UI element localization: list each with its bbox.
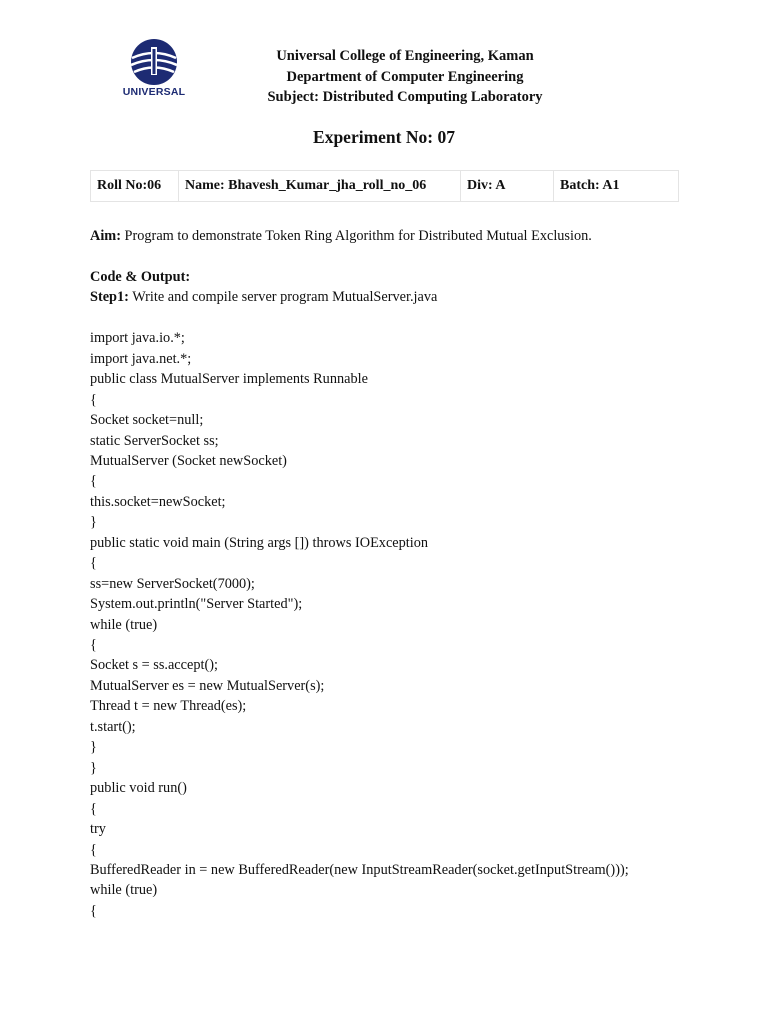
code-line: MutualServer (Socket newSocket): [90, 452, 287, 469]
logo-text: UNIVERSAL: [122, 86, 186, 98]
code-line: {: [90, 473, 97, 490]
code-line: this.socket=newSocket;: [90, 493, 226, 510]
code-line: while (true): [90, 616, 158, 633]
code-line: static ServerSocket ss;: [90, 432, 219, 449]
college-name: Universal College of Engineering, Kaman: [276, 48, 534, 64]
batch-cell: Batch: A1: [554, 171, 679, 202]
subject-name: Subject: Distributed Computing Laboratory: [267, 89, 543, 105]
step1-label: Step1:: [90, 289, 129, 306]
code-line: }: [90, 514, 97, 531]
document-header: [200, 46, 610, 108]
code-line: {: [90, 637, 97, 654]
code-block: [90, 328, 730, 921]
globe-logo-icon: [118, 38, 190, 88]
code-line: }: [90, 739, 97, 756]
blank-line: [90, 246, 730, 266]
code-line: while (true): [90, 882, 158, 899]
code-line: ss=new ServerSocket(7000);: [90, 575, 255, 592]
student-info-table: [90, 170, 679, 202]
code-output-heading: [90, 267, 730, 287]
aim-text: Program to demonstrate Token Ring Algorithm for Distributed Mutual Exclusion.: [120, 228, 592, 244]
experiment-title: Experiment No: 07: [313, 127, 455, 147]
code-output-heading-text: Code & Output:: [90, 268, 191, 285]
student-info-row: [91, 171, 679, 202]
document-body: [90, 226, 730, 921]
code-line: Socket s = ss.accept();: [90, 657, 218, 674]
step1-text: Write and compile server program MutualServer.java: [128, 289, 438, 306]
code-line: Thread t = new Thread(es);: [90, 698, 247, 715]
code-line: import java.io.*;: [90, 330, 185, 347]
code-line: {: [90, 555, 97, 572]
div-cell: Div: A: [461, 171, 554, 202]
code-line: }: [90, 759, 97, 776]
code-line: {: [90, 841, 97, 858]
code-line: public void run(): [90, 780, 187, 797]
code-line: {: [90, 391, 97, 408]
name-cell: Name: Bhavesh_Kumar_jha_roll_no_06: [179, 171, 461, 202]
code-line: BufferedReader in = new BufferedReader(new InputStreamReader(socket.getInputStream()));: [90, 862, 629, 879]
step1-line: [90, 287, 730, 307]
code-line: try: [90, 821, 106, 838]
code-line: public static void main (String args []) throws IOException: [90, 534, 429, 551]
department-name: Department of Computer Engineering: [286, 68, 524, 85]
code-line: Socket socket=null;: [90, 412, 204, 429]
code-line: {: [90, 800, 97, 817]
aim-label: Aim:: [90, 228, 121, 244]
code-line: import java.net.*;: [90, 350, 192, 367]
code-line: t.start();: [90, 718, 136, 735]
code-line: public class MutualServer implements Runnable: [90, 371, 368, 388]
aim-line: [90, 226, 730, 246]
college-logo: [118, 38, 190, 100]
code-line: {: [90, 902, 97, 919]
roll-cell: Roll No:06: [91, 171, 179, 202]
code-line: System.out.println("Server Started");: [90, 596, 303, 613]
code-line: MutualServer es = new MutualServer(s);: [90, 677, 325, 694]
blank-line: [90, 308, 730, 328]
